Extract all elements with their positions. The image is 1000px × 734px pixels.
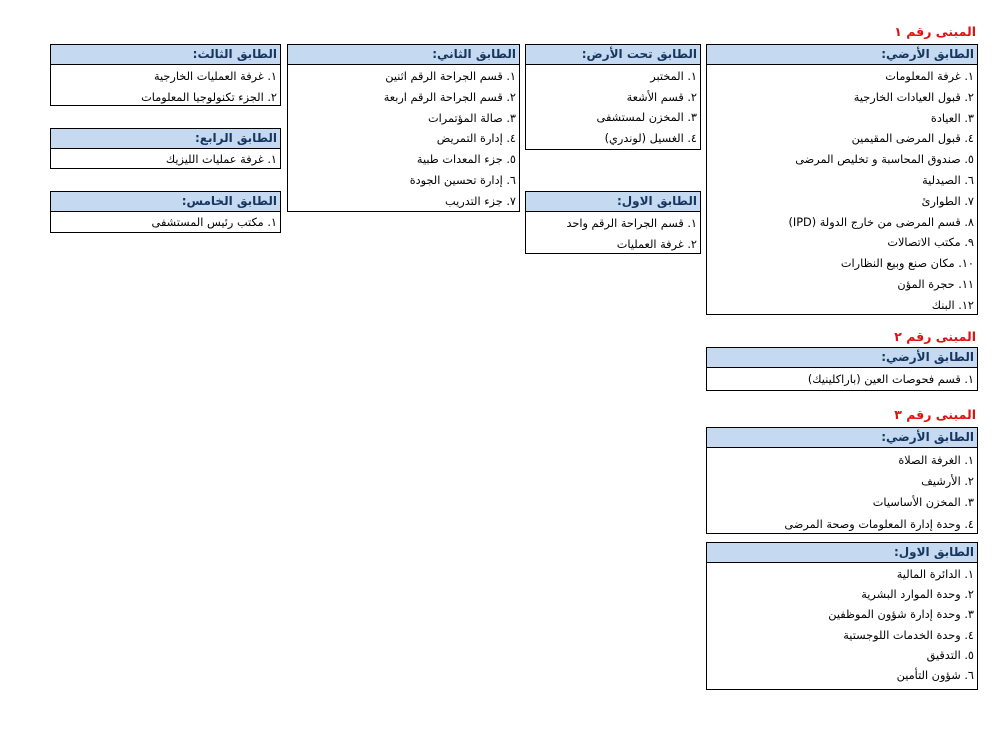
list-item: ٢. الأرشيف <box>921 475 974 489</box>
list-item: ٤. الغسيل (لوندري) <box>604 131 697 145</box>
building-3-title: المبنى رقم ٣ <box>894 407 976 422</box>
list-item: ١. المختبر <box>650 70 697 83</box>
floor-title: الطابق الخامس: <box>51 192 280 212</box>
floor-items <box>288 65 519 215</box>
list-item: ١. مكتب رئيس المستشفى <box>151 216 277 229</box>
list-item: ٩. مكتب الاتصالات <box>887 236 974 250</box>
list-item: ٥. التدقيق <box>926 648 974 662</box>
list-item: ١. قسم الجراحة الرقم واحد <box>566 217 697 230</box>
floor-box-b1-second <box>287 44 520 212</box>
list-item: ٢. غرفة العمليات <box>616 237 697 251</box>
floor-box-b1-fifth <box>50 191 281 233</box>
list-item: ٧. جزء التدريب <box>445 194 516 208</box>
building-1-title: المبنى رقم ١ <box>894 24 976 39</box>
list-item: ٦. إدارة تحسين الجودة <box>409 173 516 187</box>
floor-title: الطابق الأرضي: <box>707 45 977 65</box>
list-item: ٢. وحدة الموارد البشرية <box>861 588 974 602</box>
floor-title: الطابق الأرضي: <box>707 348 977 368</box>
floor-title: الطابق الأرضي: <box>707 428 977 448</box>
list-item: ٤. وحدة إدارة المعلومات وصحة المرضى <box>784 517 974 531</box>
floor-box-b1-third <box>50 44 281 106</box>
floor-items <box>51 212 280 234</box>
list-item: ٤. إدارة التمريض <box>436 132 516 146</box>
floor-title: الطابق الرابع: <box>51 129 280 149</box>
list-item: ٢. قسم الأشعة <box>626 90 697 104</box>
floor-items <box>526 65 700 151</box>
list-item: ١٢. البنك <box>931 298 974 312</box>
list-item: ٢. قسم الجراحة الرقم اربعة <box>383 90 516 104</box>
list-item: ١. قسم الجراحة الرقم اثنين <box>385 70 516 83</box>
floor-title: الطابق الاول: <box>526 192 700 212</box>
list-item: ٥. صندوق المحاسبة و تخليص المرضى <box>795 153 974 167</box>
list-item: ٤. قبول المرضى المقيمين <box>851 132 974 146</box>
list-item: ١٠. مكان صنع وبيع النظارات <box>840 257 974 271</box>
floor-items <box>526 212 700 257</box>
list-item: ١. غرفة المعلومات <box>885 70 974 83</box>
floor-items <box>707 65 977 319</box>
list-item: ٣. صالة المؤتمرات <box>427 111 516 125</box>
floor-items <box>51 65 280 110</box>
list-item: ٧. الطوارئ <box>921 194 974 208</box>
list-item: ١. قسم فحوصات العين (باراكلينيك) <box>807 373 974 386</box>
list-item: ٢. الجزء تكنولوجيا المعلومات <box>141 90 277 104</box>
floor-title: الطابق الاول: <box>707 543 977 563</box>
floor-items <box>707 368 977 392</box>
floor-box-b3-ground <box>706 427 978 534</box>
list-item: ١. غرفة عمليات الليزيك <box>165 153 277 166</box>
list-item: ٣. وحدة إدارة شؤون الموظفين <box>828 608 974 622</box>
floor-title: الطابق الثاني: <box>288 45 519 65</box>
list-item: ١١. حجرة المؤن <box>897 277 974 291</box>
list-item: ١. الغرفة الصلاة <box>898 454 974 467</box>
list-item: ٥. جزء المعدات طبية <box>416 153 516 167</box>
floor-box-b1-fourth <box>50 128 281 169</box>
list-item: ٤. وحدة الخدمات اللوجستية <box>843 628 974 642</box>
floor-box-b1-basement <box>525 44 701 150</box>
list-item: ٢. قبول العيادات الخارجية <box>853 90 974 104</box>
floor-title: الطابق الثالث: <box>51 45 280 65</box>
list-item: ٣. المخزن الأساسيات <box>872 496 974 510</box>
floor-items <box>51 149 280 171</box>
list-item: ١. الدائرة المالية <box>896 568 974 581</box>
floor-box-b2-ground <box>706 347 978 391</box>
floor-items <box>707 448 977 537</box>
floor-box-b3-first <box>706 542 978 690</box>
floor-items <box>707 563 977 688</box>
floor-box-b1-ground <box>706 44 978 315</box>
list-item: ٣. العيادة <box>930 111 974 125</box>
list-item: ٦. شؤون التأمين <box>896 668 974 682</box>
floor-box-b1-first <box>525 191 701 254</box>
list-item: ٨. قسم المرضى من خارج الدولة (IPD) <box>788 215 974 229</box>
list-item: ٦. الصيدلية <box>922 173 974 187</box>
list-item: ١. غرفة العمليات الخارجية <box>153 70 277 83</box>
building-2-title: المبنى رقم ٢ <box>894 329 976 344</box>
floor-title: الطابق تحت الأرض: <box>526 45 700 65</box>
list-item: ٣. المخزن لمستشفى <box>596 111 697 124</box>
